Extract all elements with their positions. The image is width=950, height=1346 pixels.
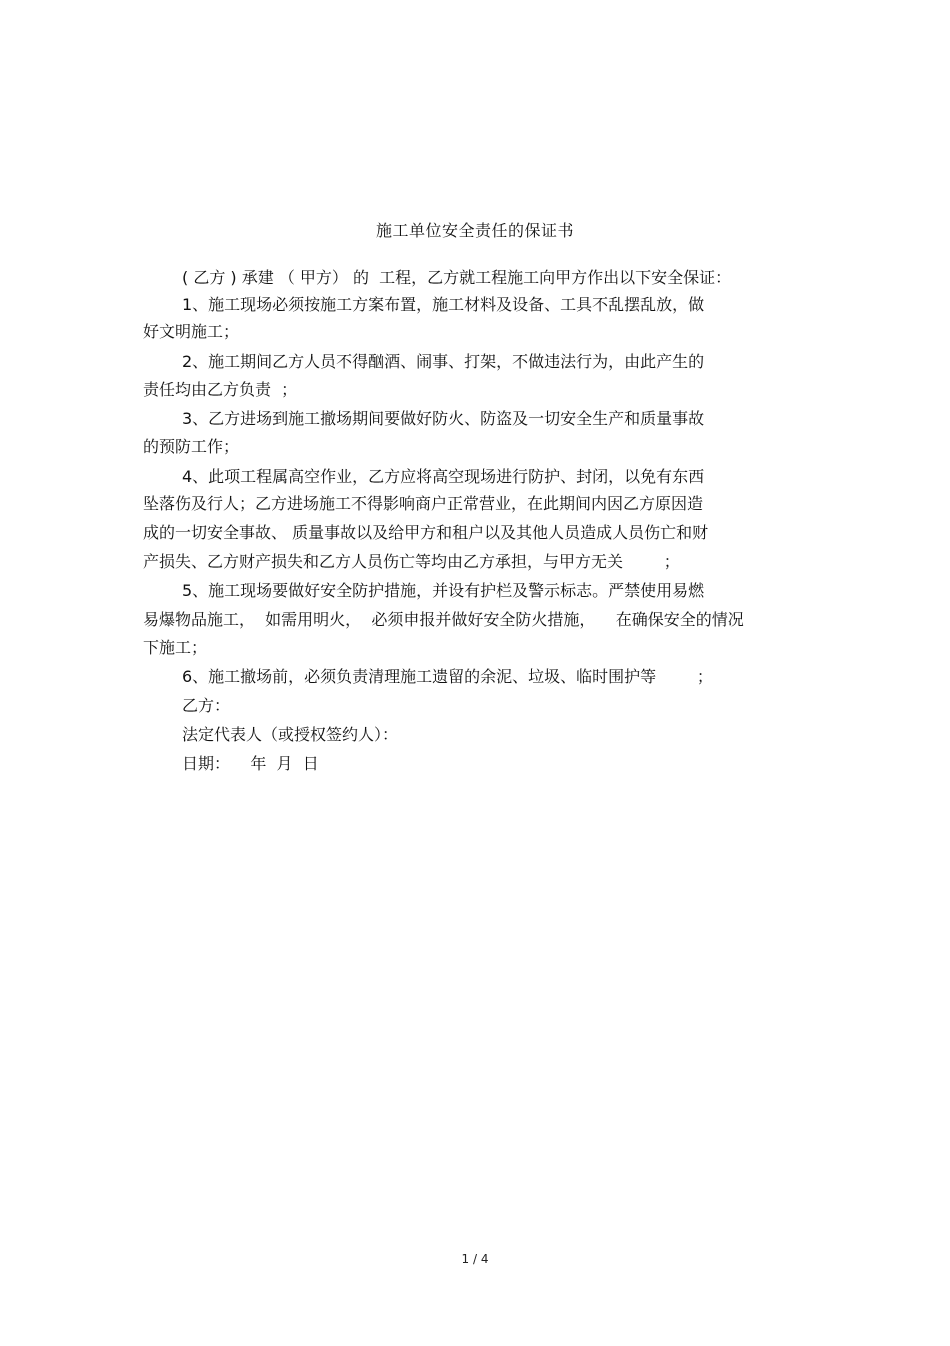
clause-4-line-3: 成的一切安全事故、 质量事故以及给甲方和租户以及其他人员造成人员伤亡和财 — [143, 523, 709, 542]
date-label: 日期： 年 月 日 — [182, 754, 319, 773]
page-number: 1 / 4 — [461, 1252, 489, 1266]
document-title: 施工单位安全责任的保证书 — [375, 221, 574, 240]
clause-2-line-2: 责任均由乙方负责 ； — [143, 380, 298, 399]
clause-4-line-2: 坠落伤及行人；乙方进场施工不得影响商户正常营业，在此期间内因乙方原因造 — [143, 494, 704, 513]
clause-6-line-1: 6、施工撤场前，必须负责清理施工遗留的余泥、垃圾、临时围护等 ； — [182, 667, 713, 686]
clause-3-line-2: 的预防工作； — [143, 437, 240, 456]
clause-5-line-2: 易爆物品施工， 如需用明火， 必须申报并做好安全防火措施， 在确保安全的情况 — [143, 610, 744, 629]
party-b-label: 乙方： — [182, 696, 231, 715]
clause-4-line-4: 产损失、乙方财产损失和乙方人员伤亡等均由乙方承担，与甲方无关 ； — [143, 552, 680, 571]
clause-2-line-1: 2、施工期间乙方人员不得酗酒、闹事、打架，不做违法行为，由此产生的 — [182, 352, 705, 371]
intro-paragraph: ( 乙方 ) 承建 （ 甲方） 的 工程，乙方就工程施工向甲方作出以下安全保证： — [182, 268, 732, 287]
legal-representative-label: 法定代表人（或授权签约人）： — [182, 725, 399, 744]
clause-1-line-2: 好文明施工； — [143, 322, 240, 341]
clause-4-line-1: 4、此项工程属高空作业，乙方应将高空现场进行防护、封闭，以免有东西 — [182, 467, 705, 486]
clause-1-line-1: 1、施工现场必须按施工方案布置，施工材料及设备、工具不乱摆乱放，做 — [182, 295, 705, 314]
clause-3-line-1: 3、乙方进场到施工撤场期间要做好防火、防盗及一切安全生产和质量事故 — [182, 409, 705, 428]
clause-5-line-1: 5、施工现场要做好安全防护措施，并设有护栏及警示标志。严禁使用易燃 — [182, 581, 705, 600]
clause-5-line-3: 下施工； — [143, 638, 208, 657]
